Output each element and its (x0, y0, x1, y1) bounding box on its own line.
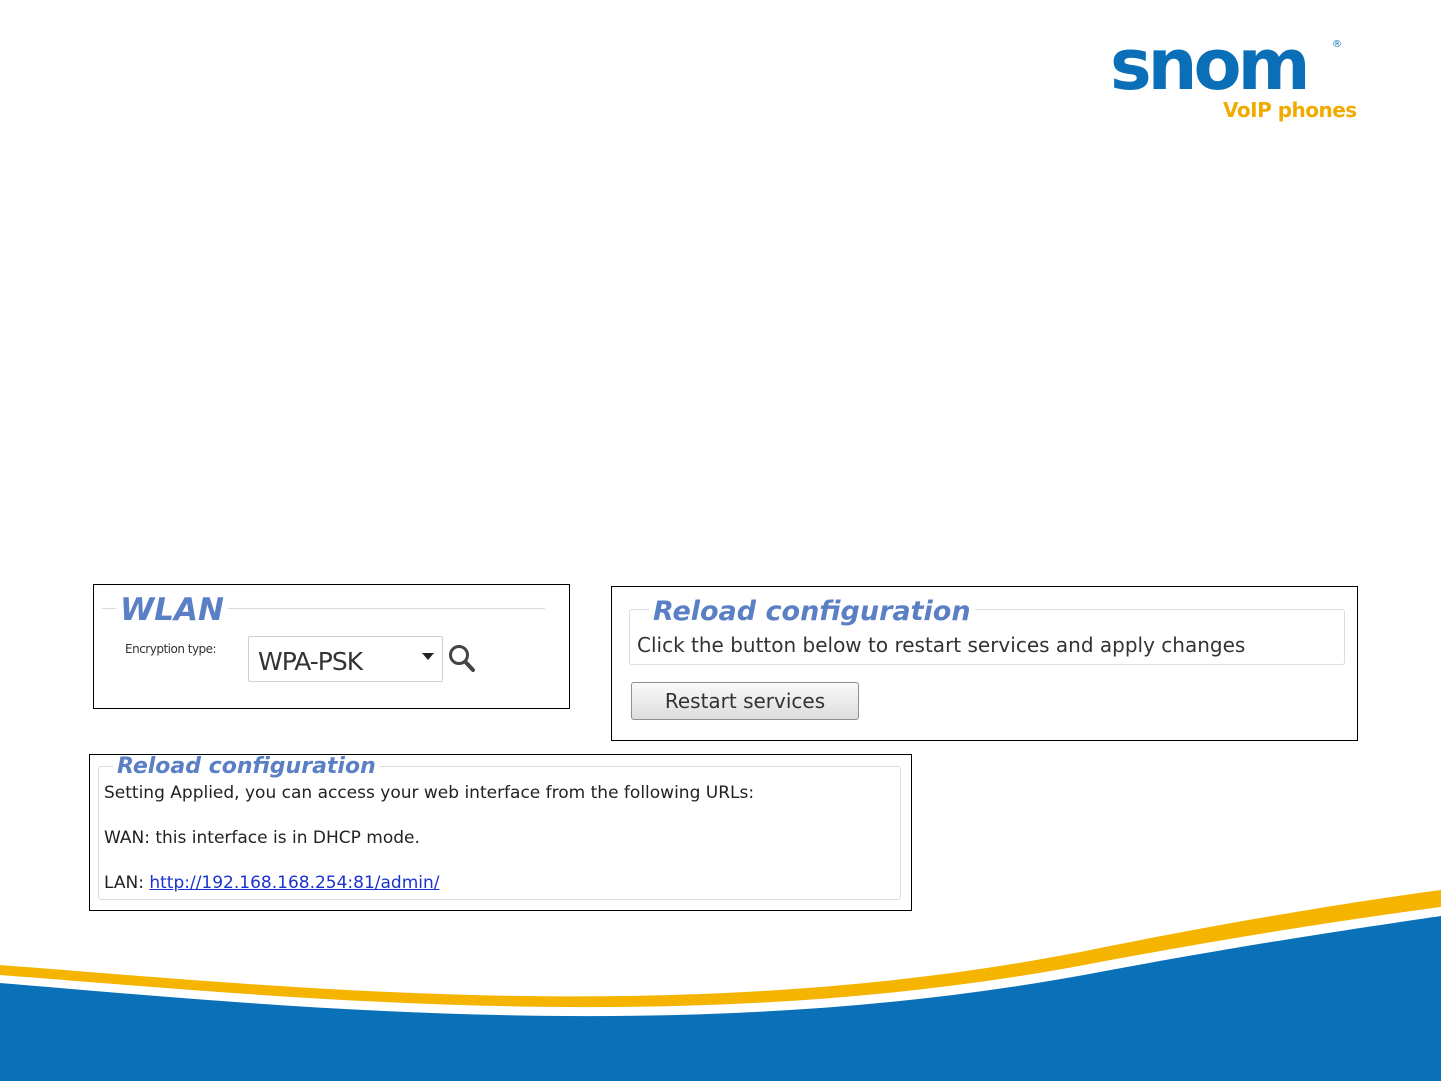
lan-admin-link[interactable]: http://192.168.168.254:81/admin/ (149, 873, 440, 893)
encryption-type-value: WPA-PSK (258, 647, 363, 676)
wan-status: WAN: this interface is in DHCP mode. (104, 828, 420, 848)
settings-applied-message: Setting Applied, you can access your web interface from the following URLs: (104, 783, 755, 803)
reload-configuration-title: Reload configuration (649, 598, 975, 625)
restart-screenshot (611, 586, 1358, 741)
restart-services-button[interactable]: Restart services (631, 682, 859, 720)
registered-mark: ® (1332, 39, 1342, 50)
magnifier-icon[interactable] (448, 643, 478, 675)
reload-configuration-title: Reload configuration (113, 756, 380, 778)
wlan-title: WLAN (116, 595, 228, 626)
encryption-type-select[interactable] (248, 636, 443, 682)
encryption-type-label: Encryption type: (125, 642, 217, 656)
logo-tagline: VoIP phones (1223, 98, 1357, 122)
snom-logo (1108, 24, 1368, 131)
chevron-down-icon (422, 653, 434, 660)
footer-wave (0, 880, 1441, 1081)
wlan-screenshot (93, 584, 570, 709)
restart-description: Click the button below to restart services and apply changes (637, 633, 1246, 657)
logo-wordmark: snom (1110, 24, 1307, 106)
lan-label: LAN: (104, 873, 144, 893)
